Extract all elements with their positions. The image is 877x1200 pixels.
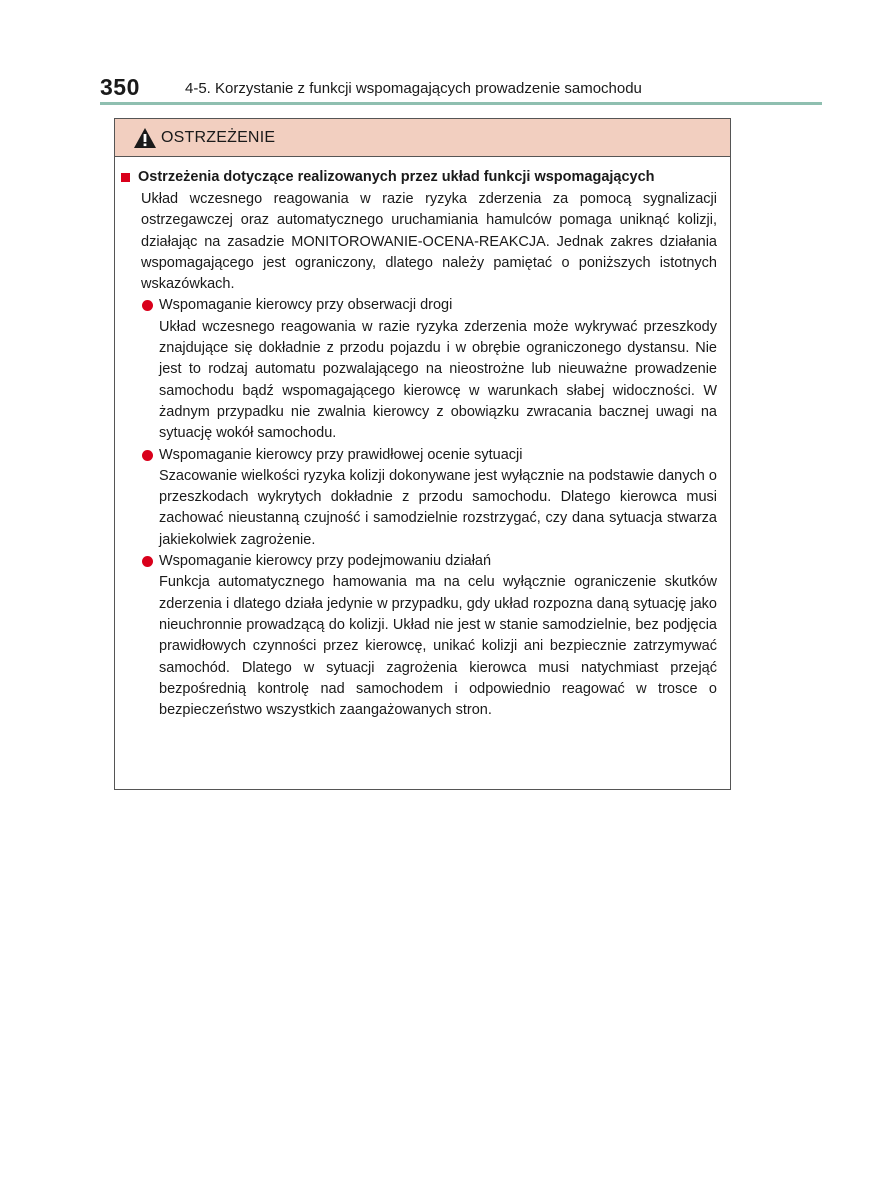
page-header [100, 74, 822, 104]
list-item-title: Wspomaganie kierowcy przy obserwacji drogi [159, 297, 453, 314]
red-bullet-icon [142, 450, 153, 461]
list-item-text: Funkcja automatycznego hamowania ma na celu wyłącznie ograniczenie skutków zderzenia i dlatego działa jedynie w przypadku, gdy układ rozpozna daną sytuację jako nieuchronnie prowadzącą do kolizji. Układ nie jest w stanie samodzielnie, bez podjęcia prawidłowych czynności przez kierowcę, unikać kolizji ani bezpiecznie zatrzymywać samochód. Dlatego w sytuacji zagrożenia kierowca musi natychmiast przejąć bezpośrednią kontrolę nad samochodem i odpowiednio reagować w trosce o bezpieczeństwo wszystkich zaangażowanych stron. [159, 574, 717, 719]
header-divider [100, 102, 822, 105]
section-title: 4-5. Korzystanie z funkcji wspomagających prowadzenie samochodu [185, 80, 642, 97]
list-item [159, 551, 717, 721]
warning-triangle-icon [133, 127, 157, 149]
warning-topic [121, 167, 717, 187]
list-item-text: Szacowanie wielkości ryzyka kolizji dokonywane jest wyłącznie na podstawie danych o przeszkodach wykrytych dokładnie z przodu samochodu. Dlatego kierowca musi zachować nieustanną czujność i samodzielnie rozstrzygać, czy dana sytuacja stwarza jakiekolwiek zagrożenie. [159, 467, 717, 548]
red-bullet-icon [142, 556, 153, 567]
warning-intro: Układ wczesnego reagowania w razie ryzyka zderzenia za pomocą sygnalizacji ostrzegawczej oraz automatycznego uruchamiania hamulców pomaga uniknąć kolizji, działając na zasadzie MONITOROWANIE-OCENA-REAKCJA. Jednak zakres działania wspomagającego jest ograniczony, dlatego należy pamiętać o poniższych istotnych wskazówkach. [141, 191, 717, 293]
warning-body [115, 157, 730, 721]
list-item-title: Wspomaganie kierowcy przy podejmowaniu działań [159, 553, 492, 570]
list-item [159, 295, 717, 444]
red-square-marker-icon [121, 173, 130, 182]
warning-topic-text: Ostrzeżenia dotyczące realizowanych przez układ funkcji wspomagających [138, 169, 655, 185]
list-item-title: Wspomaganie kierowcy przy prawidłowej ocenie sytuacji [159, 446, 523, 463]
list-item [159, 445, 717, 551]
red-bullet-icon [142, 300, 153, 311]
warning-header [115, 119, 730, 157]
warning-box [114, 118, 731, 790]
warning-label: OSTRZEŻENIE [161, 128, 276, 146]
list-item-text: Układ wczesnego reagowania w razie ryzyka zderzenia może wykrywać przeszkody znajdujące się dokładnie z przodu pojazdu i w obrębie ograniczonego dystansu. Nie jest to rodzaj automatu pozwalającego na nieostrożne lub nieuważne prowadzenie samochodu bądź wspomagającego kierowcę w warunkach słabej widoczności. W żadnym przypadku nie zwalnia kierowcy z obowiązku zwracania bacznej uwagi na sytuację wokół samochodu. [159, 318, 717, 442]
page-number: 350 [100, 74, 140, 100]
